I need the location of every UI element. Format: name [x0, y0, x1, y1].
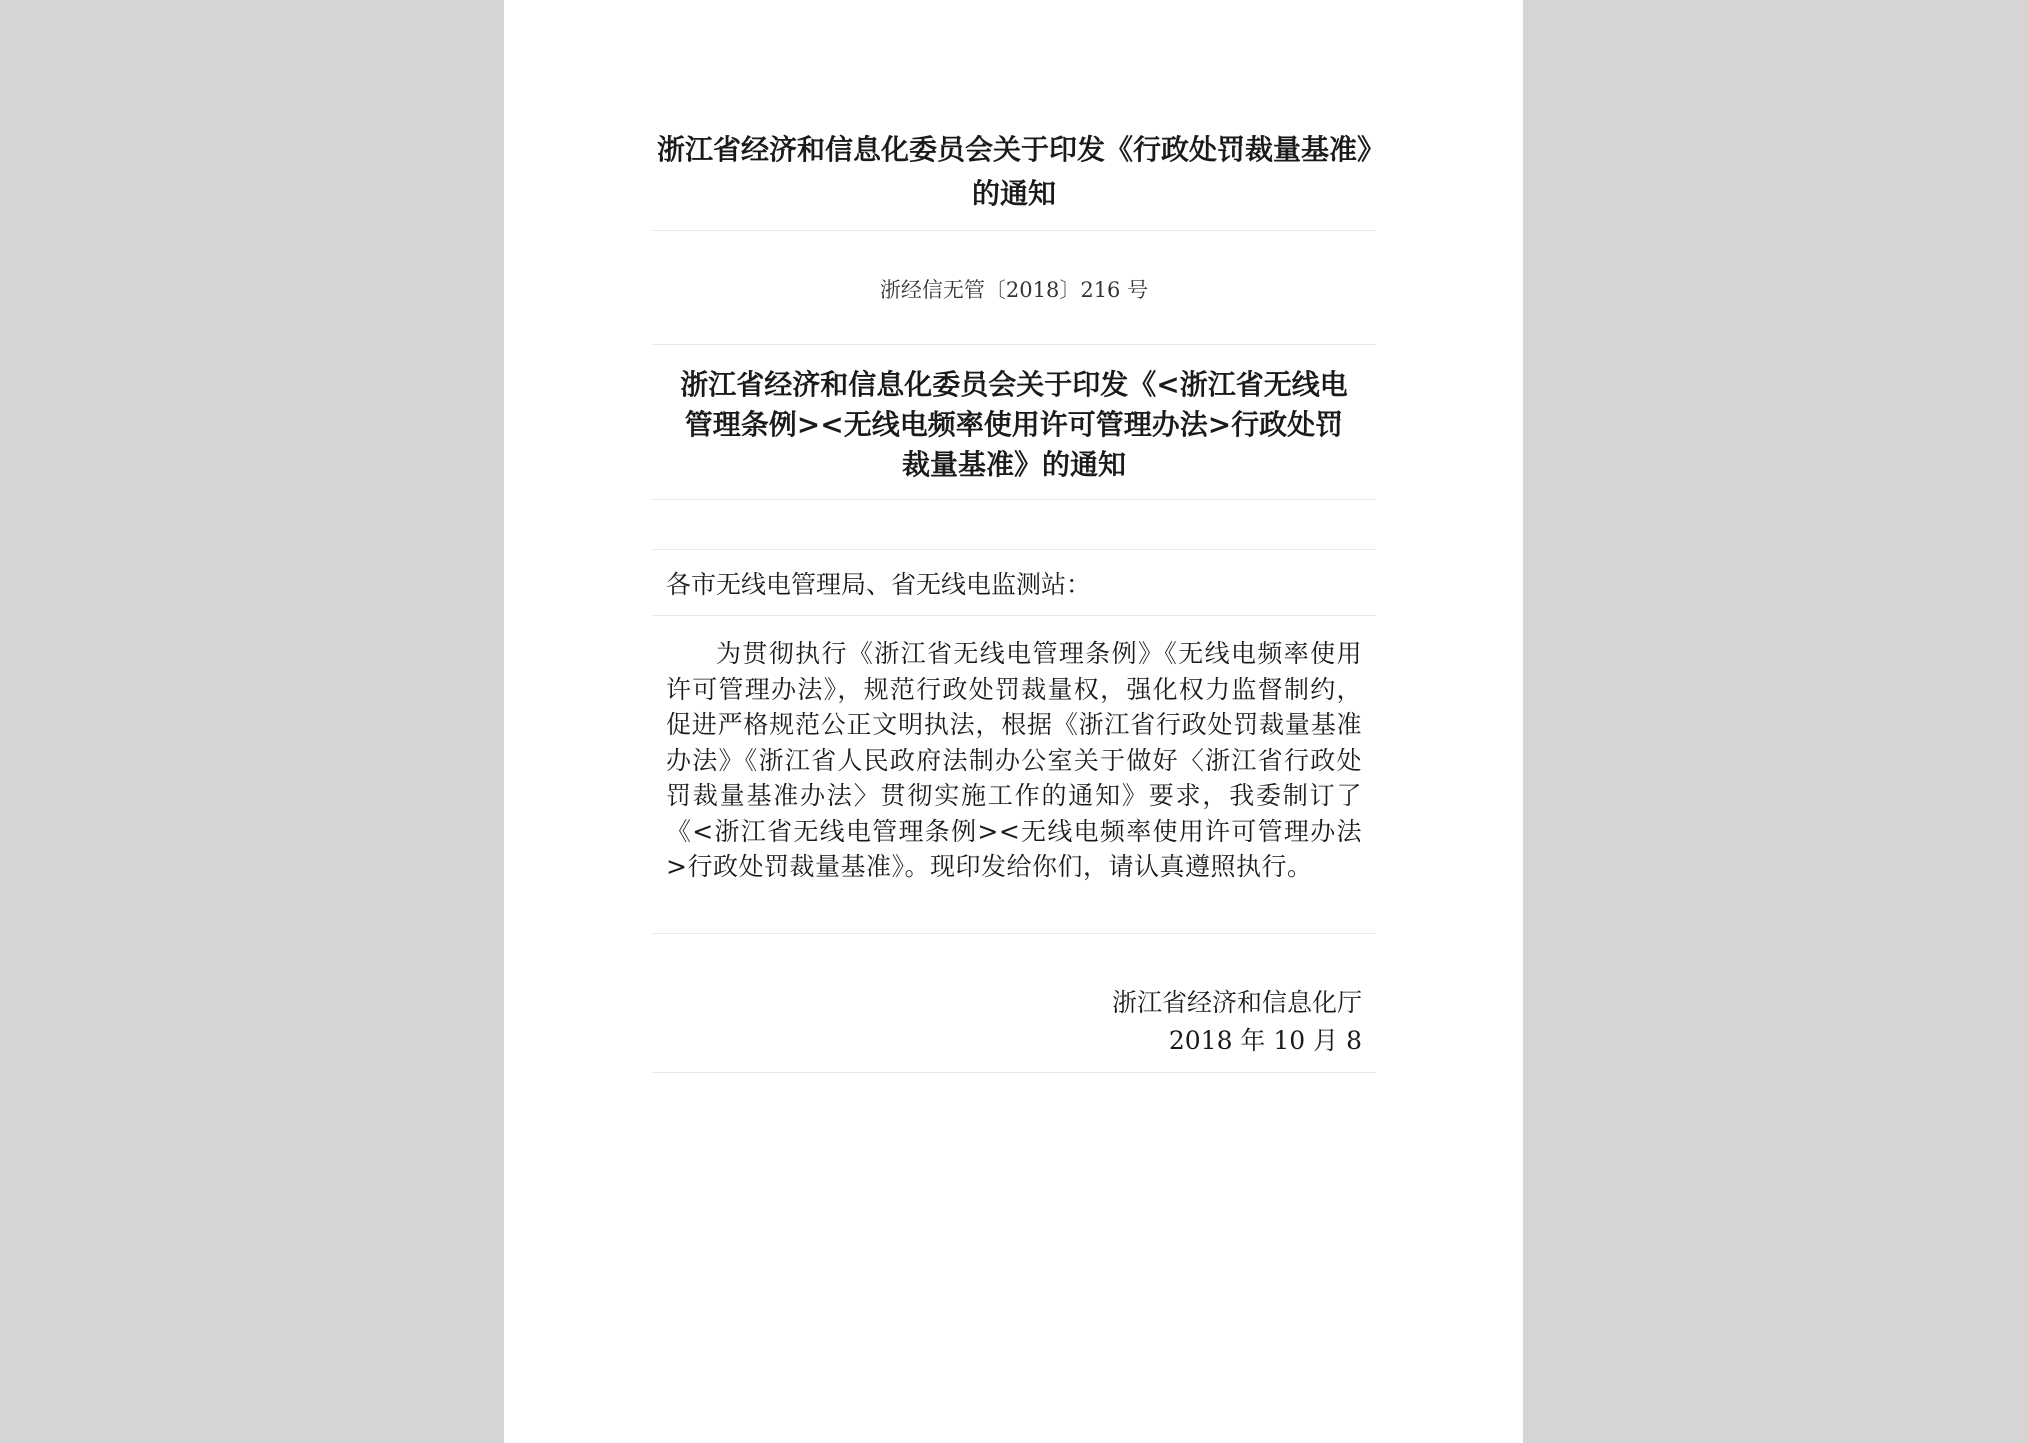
document-number: 浙经信无管〔2018〕216 号 — [879, 278, 1149, 302]
document-subtitle: 浙江省经济和信息化委员会关于印发《<浙江省无线电管理条例><无线电频率使用许可管理办法>行政处罚裁量基准》的通知 — [680, 368, 1348, 481]
divider — [652, 1072, 1376, 1073]
document-content — [652, 0, 1376, 1073]
blank-section — [652, 500, 1376, 549]
document-title: 浙江省经济和信息化委员会关于印发《行政处罚裁量基准》的通知 — [656, 133, 1371, 210]
document-page — [504, 0, 1523, 1443]
addressee-line: 各市无线电管理局、省无线电监测站： — [666, 570, 1092, 599]
issue-date: 2018 年 10 月 8 — [1168, 1025, 1362, 1055]
signature-block — [652, 934, 1376, 1072]
body-paragraph: 为贯彻执行《浙江省无线电管理条例》《无线电频率使用许可管理办法》，规范行政处罚裁量权，强化权力监督制约，促进严格规范公正文明执法，根据《浙江省行政处罚裁量基准办法》《浙江省人民政府法制办公室关于做好〈浙江省行政处罚裁量基准办法〉贯彻实施工作的通知》要求，我委制订了《<浙江省无线电管理条例><无线电频率使用许可管理办法>行政处罚裁量基准》。现印发给你们，请认真遵照执行。 — [666, 639, 1362, 881]
issuer-name: 浙江省经济和信息化厅 — [1111, 987, 1362, 1017]
